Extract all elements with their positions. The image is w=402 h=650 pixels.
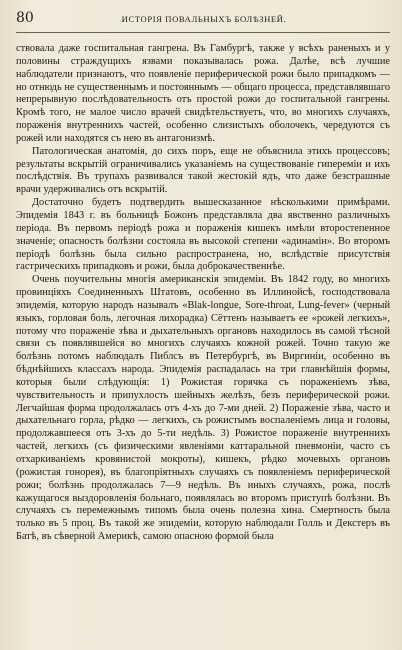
paragraph: Достаточно будетъ подтвердить вышесказанное нѣсколькими примѣрами. Эпидемія 1843 г. въ больницѣ Божонъ представляла два явственно различныхъ періода. Въ первомъ періодѣ рожа и пораженія кишекъ имѣли второстепенное значеніе; опасность болѣзни состояла въ высокой степени «адинамін». Во второмъ періодѣ болѣзнь была сильно распространена, но, вслѣдствіе присутствія гастрическихъ припадковъ и рожи, была доброкачественнѣе. [16, 197, 390, 273]
page-number: 80 [16, 10, 34, 26]
paragraph: ствовала даже госпитальная гангрена. Въ Гамбургѣ, также у всѣхъ раненыхъ и у половины страждущихъ язвами показывалась рожа. Далѣе, всѣ лучшие наблюдатели признаютъ, что появленіе периферической рожи было припадкомъ — но отнюдь не существеннымъ и постояннымъ — общаго процесса, представлявшаго непрерывную послѣдовательность отъ простой рожи до госпитальной гангрены. Кромѣ того, не малое число врачей свидѣтельствуетъ, что, во многихъ случаяхъ, пораженія внутреннихъ частей, особенно слизистыхъ оболочекъ, чередуются съ рожей или находятся съ нею въ антагонизмѣ. [16, 43, 390, 144]
paragraph: Патологическая анатомія, до сихъ поръ, еще не объяснила этихъ процессовъ; результаты вскрытій ограничивались указаніемъ на существованіе гипереміи и ихъ послѣдствія. Въ трупахъ развивался такой жестокій ядъ, что даже безстрашные врачи удерживались отъ вскрытій. [16, 145, 390, 196]
paragraph: Очень поучительны многія американскія эпидеміи. Въ 1842 году, во многихъ провинціяхъ Соединенныхъ Штатовъ, особенно въ Иллинойсѣ, господствовала эпидемія, которую народъ называлъ «Blak-longue, Sore-throat, Lung-fever» (черный языкъ, горловая боль, легочная лихорадка) Сёттенъ называетъ ее «рожей легкихъ», потому что пораженіе зѣва и дыхательныхъ органовъ находилось въ самой тѣсной связи съ появлявшейся во многихъ случаяхъ кожной рожей. Точно такую же болѣзнь потомъ наблюдалъ Пиблсъ въ Петербургѣ, въ Виргиніи, особенно въ бѣднѣйшихъ классахъ народа. Эпидемія распадалась на три главнѣйшія формы, которыя были слѣдующія: 1) Рожистая горячка съ пораженіемъ зѣва, чувствительность и припухлость шейныхъ желѣзъ, безъ периферической рожи. Легчайшая форма продолжалась отъ 4-хъ до 7-ми дней. 2) Пораженіе зѣва, часто и дыхательнаго горла, рѣдко — легкихъ, съ рожистымъ воспаленіемъ лица и головы, продолжавшееся отъ 3-хъ до 5-ти недѣль. 3) Рожистое пораженіе внутреннихъ частей, легкихъ (съ физическими явленіями каттаральной пневмоніи, часто съ отхаркиваніемъ кровянистой мокроты), кишекъ, рѣдко мочевыхъ органовъ (рожистая гонорея), въ благопріятныхъ случаяхъ съ появленіемъ периферической рожи; болѣзнь продолжалась 7—9 недѣль. Въ иныхъ случаяхъ, рожа, послѣ кажущагося выздоровленія больнаго, появлялась во второмъ приступѣ болѣзни. Въ случаяхъ съ перемежнымъ типомъ была очень полезна хина. Смертность была только въ 5 проц. Въ такой же эпидеміи, которую наблюдали Голль и Декстеръ въ Батѣ, въ сѣверной Америкѣ, самою опасною формой была [16, 274, 390, 543]
running-title: ИСТОРІЯ ПОВАЛЬНЫХЪ БОЛѢЗНЕЙ. [121, 14, 287, 24]
page-header [16, 10, 390, 33]
body-text [16, 43, 390, 544]
